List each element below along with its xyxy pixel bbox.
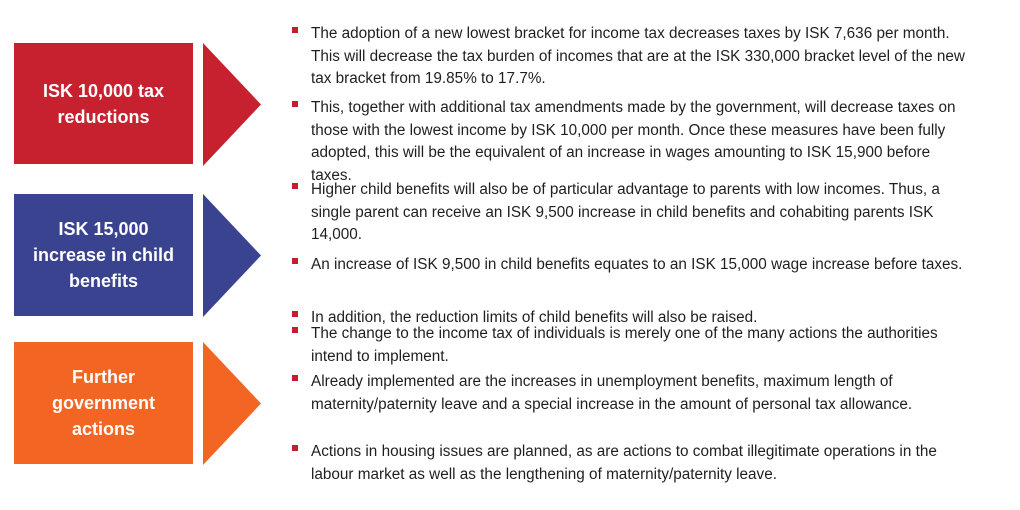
bullet-text: Actions in housing issues are planned, as are actions to combat illegitimate operations in the labour market as well as the lengthening of maternity/paternity leave. [311, 443, 937, 483]
bullet-text: In addition, the reduction limits of child benefits will also be raised. [311, 309, 758, 326]
label-box-child-benefits [14, 194, 193, 316]
bullet-item [292, 97, 966, 187]
label-child-benefits: ISK 15,000 increase in child benefits [32, 219, 175, 291]
bullet-square-icon [292, 27, 298, 33]
bullet-text: This, together with additional tax amendments made by the government, will decrease taxes on those with the lowest income by ISK 10,000 per month. Once these measures have been fully adopted, this will be the equivalent of an increase in wages amounting to ISK 15,900 before taxes. [311, 99, 956, 184]
chevron-right-icon [203, 194, 261, 317]
bullet-item [292, 23, 966, 91]
bullet-square-icon [292, 258, 298, 264]
bullet-square-icon [292, 311, 298, 317]
arrow-further-actions [203, 342, 261, 465]
bullet-square-icon [292, 375, 298, 381]
bullet-text: Already implemented are the increases in unemployment benefits, maximum length of maternity/paternity leave and a special increase in the amount of personal tax allowance. [311, 373, 913, 413]
arrow-child-benefits [203, 194, 261, 317]
arrow-tax-reductions [203, 43, 261, 166]
bullet-square-icon [292, 327, 298, 333]
label-further-actions: Further government actions [51, 367, 156, 439]
bullet-square-icon [292, 445, 298, 451]
bullet-item [292, 254, 966, 277]
bullet-square-icon [292, 101, 298, 107]
bullet-item [292, 179, 966, 247]
chevron-right-icon [203, 342, 261, 465]
label-tax-reductions: ISK 10,000 tax reductions [42, 80, 165, 127]
label-box-further-actions [14, 342, 193, 464]
chevron-right-icon [203, 43, 261, 166]
bullet-text: The adoption of a new lowest bracket for income tax decreases taxes by ISK 7,636 per month. This will decrease the tax burden of incomes that are at the ISK 330,000 bracket level of the new tax bracket from 19.85% to 17.7%. [311, 25, 965, 87]
bullet-square-icon [292, 183, 298, 189]
bullet-item [292, 441, 966, 486]
label-box-tax-reductions [14, 43, 193, 164]
bullet-text: Higher child benefits will also be of particular advantage to parents with low incomes. Thus, a single parent can receive an ISK 9,500 increase in child benefits and cohabiting parents ISK 14,000. [311, 181, 940, 243]
bullet-item [292, 371, 966, 416]
bullet-text: The change to the income tax of individuals is merely one of the many actions the authorities intend to implement. [311, 325, 938, 365]
bullet-item [292, 323, 966, 368]
bullet-text: An increase of ISK 9,500 in child benefits equates to an ISK 15,000 wage increase before taxes. [311, 256, 963, 273]
